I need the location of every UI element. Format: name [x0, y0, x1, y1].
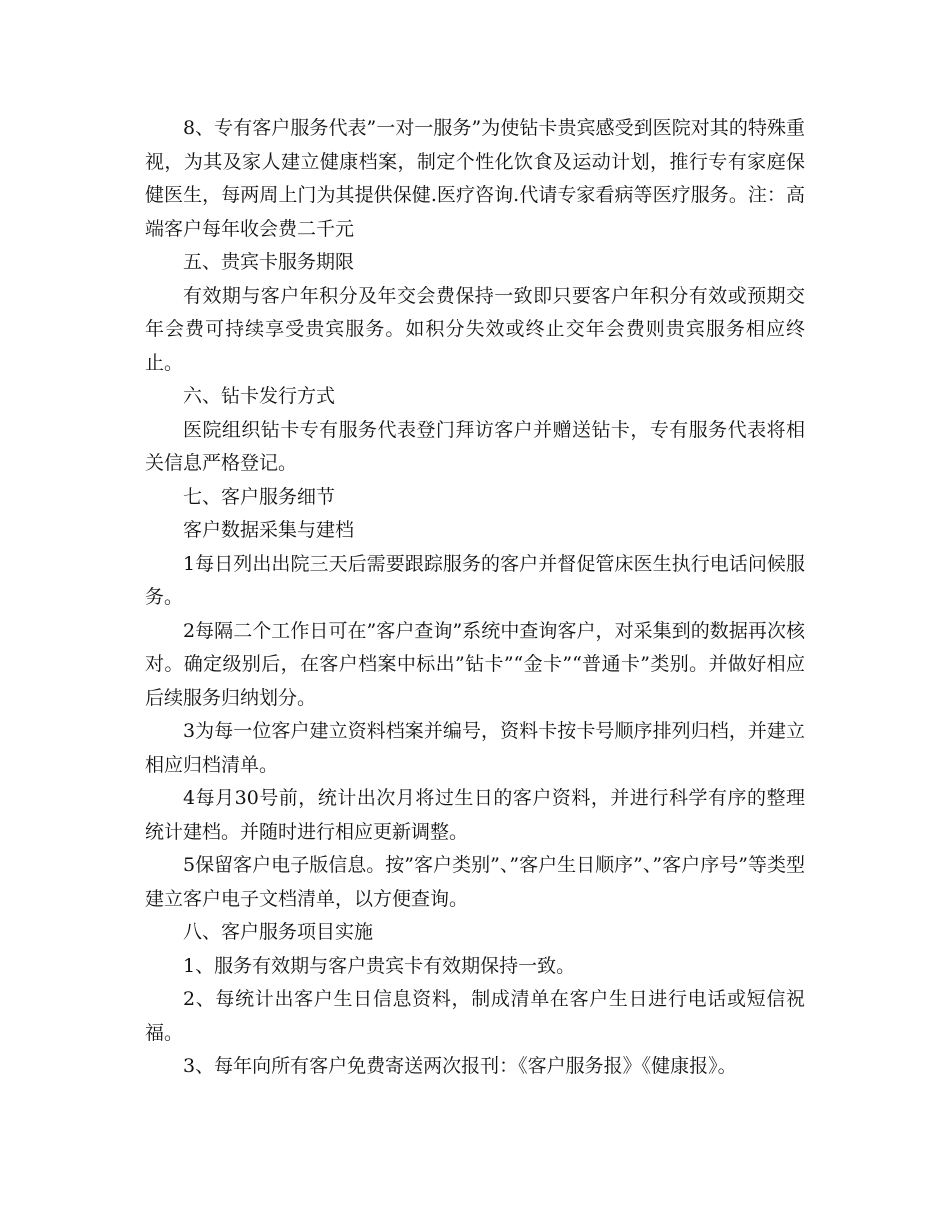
- document-body: [145, 112, 805, 1084]
- paragraph-item-2: 2每隔二个工作日可在”客户查询”系统中查询客户，对采集到的数据再次核对。确定级别后，在客户档案中标出”钻卡”“金卡”“普通卡”类别。并做好相应后续服务归纳划分。: [145, 619, 805, 709]
- paragraph-project-2: 2、每统计出客户生日信息资料，制成清单在客户生日进行电话或短信祝福。: [145, 988, 805, 1044]
- paragraph-validity: 有效期与客户年积分及年交会费保持一致即只要客户年积分有效或预期交年会费可持续享受贵宾服务。如积分失效或终止交年会费则贵宾服务相应终止。: [145, 284, 805, 374]
- paragraph-issuance: 医院组织钻卡专有服务代表登门拜访客户并赠送钻卡，专有服务代表将相关信息严格登记。: [145, 418, 805, 474]
- heading-section-6: 六、钻卡发行方式: [183, 385, 336, 407]
- paragraph-item-1: 1每日列出出院三天后需要跟踪服务的客户并督促管床医生执行电话问候服务。: [145, 552, 805, 608]
- heading-section-8: 八、客户服务项目实施: [183, 921, 374, 943]
- paragraph-service-representative: 8、专有客户服务代表”一对一服务”为使钻卡贵宾感受到医院对其的特殊重视，为其及家人建立健康档案，制定个性化饮食及运动计划，推行专有家庭保健医生，每两周上门为其提供保健.医疗咨询.代请专家看病等医疗服务。注：高端客户每年收会费二千元: [145, 117, 805, 240]
- paragraph-project-3: 3、每年向所有客户免费寄送两次报刊：《客户服务报》《健康报》。: [183, 1055, 737, 1077]
- paragraph-item-3: 3为每一位客户建立资料档案并编号，资料卡按卡号顺序排列归档，并建立相应归档清单。: [145, 720, 805, 776]
- paragraph-item-5: 5保留客户电子版信息。按”客户类别”、”客户生日顺序”、”客户序号”等类型建立客户电子文档清单，以方便查询。: [145, 854, 805, 910]
- paragraph-project-1: 1、服务有效期与客户贵宾卡有效期保持一致。: [183, 954, 576, 977]
- subheading-data-collection: 客户数据采集与建档: [183, 519, 355, 541]
- paragraph-item-4: 4每月30号前，统计出次月将过生日的客户资料，并进行科学有序的整理统计建档。并随时进行相应更新调整。: [145, 787, 805, 843]
- heading-section-5: 五、贵宾卡服务期限: [183, 251, 355, 273]
- heading-section-7: 七、客户服务细节: [183, 485, 336, 508]
